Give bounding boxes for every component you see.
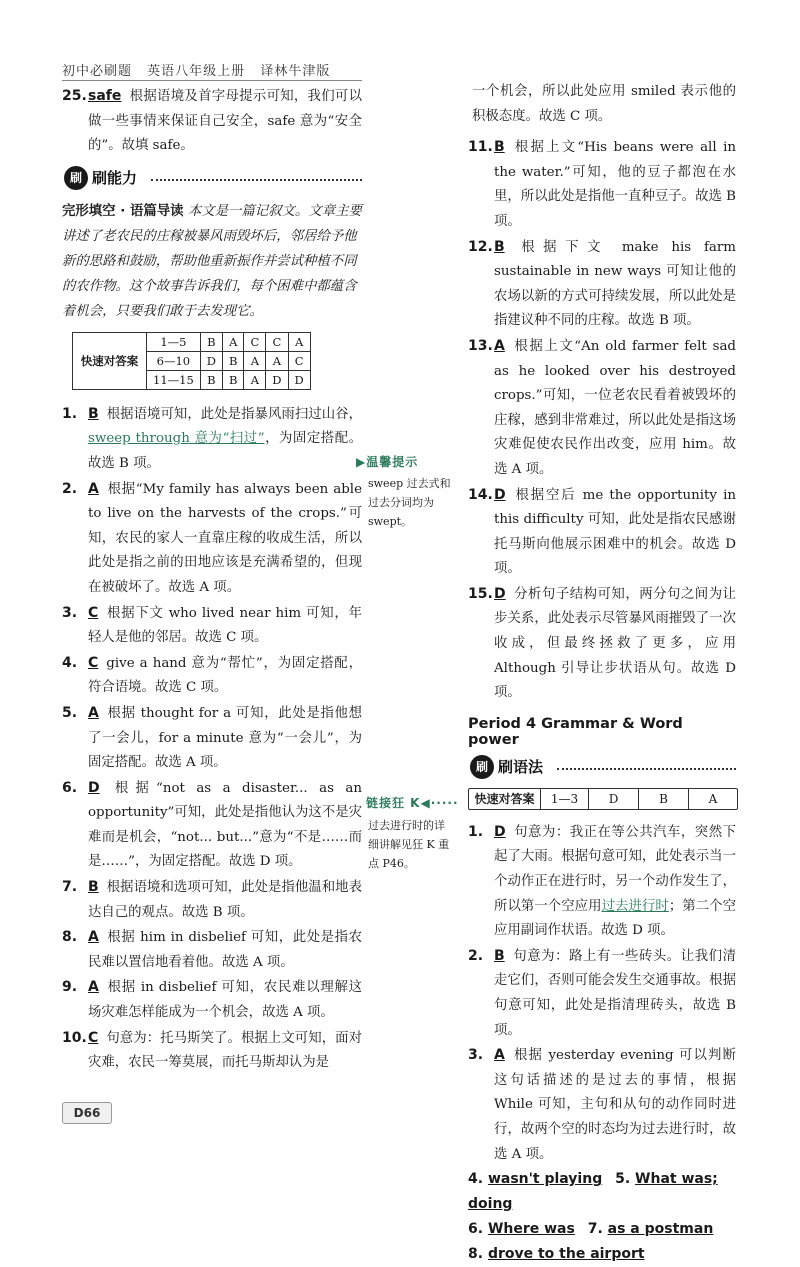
- answer-item-14: [468, 483, 736, 582]
- fill-answers-row: [468, 1167, 736, 1217]
- right-column: [468, 80, 736, 1267]
- fill-answer: drove to the airport: [487, 1246, 645, 1263]
- section-banner-grammar: [468, 752, 736, 782]
- answer-cell: B: [200, 370, 222, 389]
- explanation: 根据语境及首字母提示可知，我们可以做一些事情来保证自己安全，safe 意为“安全的”。故填 safe。: [88, 89, 362, 154]
- answer-letter: B: [88, 405, 99, 422]
- question-number: 3.: [62, 604, 78, 621]
- question-number: 12.: [468, 238, 493, 255]
- question-number: 5.: [62, 704, 78, 721]
- header-book: 初中必刷题: [62, 64, 133, 79]
- answer-letter: A: [88, 979, 99, 996]
- answer-letter: A: [494, 1047, 505, 1064]
- explanation-tail: ，为固定搭配。故选 B 项。: [88, 431, 363, 471]
- answer-cell: C: [244, 332, 266, 351]
- answer-item-4: [62, 651, 362, 701]
- explanation: 根据语境可知，此处是指暴风雨扫过山谷，: [106, 406, 362, 422]
- question-number: 10.: [62, 1029, 87, 1046]
- question-number: 2.: [468, 947, 484, 964]
- question-number: 5.: [615, 1171, 631, 1188]
- answer-letter: D: [494, 823, 506, 840]
- header-edition: 译林牛津版: [260, 64, 331, 79]
- highlighted-phrase: 过去进行时: [601, 898, 669, 914]
- answer-letter: D: [494, 585, 506, 602]
- answer-letter: A: [88, 480, 99, 497]
- explanation: 句意为：我正在等公共汽车，突然下起了大雨。根据句意可知，此处表示当一个动作正在进行时，另一个动作发生了，所以第一个空应用: [494, 824, 736, 914]
- answer-letter: C: [88, 604, 99, 621]
- answer-letter: B: [88, 879, 99, 896]
- fill-answer: Where was: [487, 1221, 575, 1238]
- answer-letter: D: [494, 486, 506, 503]
- quick-answer-strip: [468, 788, 738, 810]
- explanation: give a hand 意为“帮忙”，为固定搭配，符合语境。故选 C 项。: [88, 655, 362, 696]
- link-tag: 链接狂 K◀·····: [366, 796, 459, 810]
- answer-cell: B: [223, 370, 244, 389]
- answer-item-12: [468, 235, 736, 334]
- dotted-divider: [151, 179, 362, 181]
- explanation: 根据 yesterday evening 可以判断这句话描述的是过去的事情，根据 While 可知，主句和从句的动作同时进行，故两个空的时态均为过去进行时，故选 A 项。: [494, 1048, 736, 1162]
- question-number: 9.: [62, 979, 78, 996]
- question-number: 15.: [468, 585, 493, 602]
- question-number: 11.: [468, 139, 493, 156]
- answer-letter: B: [494, 238, 505, 255]
- page-number: D66: [62, 1102, 112, 1124]
- explanation-tail: ；第二个空应用副词作状语。故选 D 项。: [494, 898, 737, 939]
- explanation: 根据上文“An old farmer felt sad as he looked over his destroyed crops.”可知，一位老农民看着被毁坏的庄稼，感到非常难过，所以此处是指这场灾难促使农民作出改变，应用 him。故选 A 项。: [494, 338, 736, 477]
- answer-item-3: [62, 601, 362, 651]
- left-column: [62, 80, 362, 1076]
- range-cell: 1—5: [147, 332, 201, 351]
- explanation: 根据上文“His beans were all in the water.”可知，他的豆子都泡在水里，所以此处是指他一直种豆子。故选 B 项。: [494, 140, 736, 229]
- answer-item-7: [62, 875, 362, 925]
- fill-answer: What was; doing: [468, 1171, 718, 1213]
- answer-letter: B: [494, 947, 505, 964]
- answer-cell: A: [708, 791, 718, 806]
- answer-item-15: [468, 582, 736, 706]
- section-badge: [62, 165, 145, 191]
- question-number: 3.: [468, 1047, 484, 1064]
- answer-cell: B: [639, 789, 689, 809]
- explanation: 根据语境和选项可知，此处是指他温和地表达自己的观点。故选 B 项。: [88, 880, 362, 920]
- link-note: 过去进行时的详细讲解见狂 K 重点 P46。: [368, 819, 450, 870]
- answer-cell: B: [200, 332, 222, 351]
- section-badge: [468, 754, 551, 780]
- range-cell: 1—3: [541, 789, 589, 809]
- section-title: 刷语法: [498, 758, 544, 777]
- range-cell: 6—10: [147, 351, 201, 370]
- answer-cell: A: [244, 351, 266, 370]
- brush-icon: 刷: [470, 755, 494, 779]
- question-number: 8.: [468, 1246, 484, 1263]
- quick-answer-label: 快速对答案: [73, 332, 147, 389]
- explanation: 句意为：托马斯笑了。根据上文可知，面对灾难，农民一筹莫展，而托马斯却认为是: [88, 1030, 362, 1071]
- answer-item-10: [62, 1026, 362, 1076]
- answer-letter: A: [88, 704, 99, 721]
- question-number: 4.: [468, 1171, 484, 1188]
- explanation: 根据 thought for a 可知，此处是指他想了一会儿，for a minute 意为“一会儿”，为固定搭配。故选 A 项。: [88, 705, 362, 771]
- question-number: 4.: [62, 654, 78, 671]
- running-header: [62, 60, 340, 79]
- answer-cell: A: [223, 332, 244, 351]
- answer-item-8: [62, 925, 362, 975]
- range-cell: 11—15: [147, 370, 201, 389]
- grammar-item-3: [468, 1043, 736, 1167]
- answer-cell: D: [200, 351, 222, 370]
- question-number: 7.: [62, 879, 78, 896]
- answer-letter: C: [88, 654, 99, 671]
- explanation: 根据下文 who lived near him 可知，年轻人是他的邻居。故选 C 项。: [88, 605, 362, 646]
- explanation: 根据 him in disbelief 可知，此处是指农民难以置信地看着他。故选 A 项。: [88, 930, 362, 970]
- question-number: 7.: [587, 1221, 603, 1238]
- explanation: 句意为：路上有一些砖头。让我们清走它们，否则可能会发生交通事故。根据句意可知，此处是指清理砖头，故选 B 项。: [494, 948, 736, 1038]
- answer-letter: C: [88, 1029, 99, 1046]
- answer-cell: D: [288, 370, 310, 389]
- explanation: 根据“My family has always been able to live on the harvests of the crops.”可知，农民的家人一直靠庄稼的收成生活，所以此处是指之前的田地应该是充满希望的，但现在被破坏了。故选 A 项。: [88, 481, 362, 595]
- question-number: 1.: [468, 823, 484, 840]
- table-row: [73, 332, 311, 351]
- answer-cell: A: [266, 351, 288, 370]
- question-number: 2.: [62, 480, 78, 497]
- question-number: 25.: [62, 88, 87, 104]
- highlighted-phrase: sweep through 意为“扫过”: [88, 431, 265, 447]
- answer-cell: A: [244, 370, 266, 389]
- reading-guide: [62, 199, 362, 324]
- answer-item-25: [62, 84, 362, 159]
- answer-letter: B: [494, 139, 505, 156]
- answer-item-13: [468, 334, 736, 483]
- answer-cell: B: [223, 351, 244, 370]
- question-number: 14.: [468, 486, 493, 503]
- grammar-item-2: [468, 944, 736, 1043]
- header-subject: 英语八年级上册: [147, 64, 246, 79]
- dotted-divider: [557, 768, 736, 770]
- answer-item-2: [62, 477, 362, 601]
- fill-answer: as a postman: [607, 1221, 714, 1238]
- answer-item-5: [62, 701, 362, 776]
- answer-word: safe: [88, 88, 122, 104]
- fill-answer: wasn't playing: [487, 1171, 603, 1188]
- question-number: 8.: [62, 929, 78, 946]
- explanation: 根据“not as a disaster... as an opportunity”可知，此处是指他认为这不是灾难而是机会，“not... but...”意为“不是……而是……”，为固定搭配。故选 D 项。: [88, 780, 362, 870]
- answer-cell: C: [266, 332, 288, 351]
- question-number: 1.: [62, 405, 78, 422]
- tip-note: sweep 过去式和过去分词均为 swept。: [368, 477, 451, 528]
- section-banner-ability: [62, 163, 362, 193]
- section-title: 刷能力: [92, 169, 138, 188]
- quick-answer-table: [72, 332, 311, 390]
- answer-cell: D: [266, 370, 288, 389]
- answer-letter: A: [88, 929, 99, 946]
- answer-letter: A: [494, 337, 505, 354]
- fill-answers-row: [468, 1242, 736, 1267]
- fill-answers-row: [468, 1217, 736, 1242]
- explanation: 根据 in disbelief 可知，农民难以理解这场灾难怎样能成为一个机会，故选 A 项。: [88, 980, 362, 1021]
- tip-tag: ▶温馨提示: [356, 455, 419, 469]
- continued-text: 一个机会，所以此处应用 smiled 表示他的积极态度。故选 C 项。: [472, 84, 736, 124]
- answer-cell: A: [288, 332, 310, 351]
- reading-guide-label: 完形填空 · 语篇导读: [62, 203, 184, 219]
- answer-item-6: [62, 776, 362, 875]
- question-number: 13.: [468, 337, 493, 354]
- answer-cell: D: [589, 789, 639, 809]
- quick-answer-label: 快速对答案: [469, 789, 541, 809]
- answer-item-9: [62, 975, 362, 1025]
- answer-item-11: [468, 135, 736, 234]
- question-number: 6.: [62, 779, 78, 796]
- period-heading: Period 4 Grammar & Word power: [468, 715, 683, 748]
- explanation: 根据空后 me the opportunity in this difficulty 可知，此处是指农民感谢托马斯向他展示困难中的机会。故选 D 项。: [494, 487, 736, 577]
- reading-guide-text: 本文是一篇记叙文。文章主要讲述了老农民的庄稼被暴风雨毁坏后，邻居给予他新的思路和鼓励，帮助他重新振作并尝试种植不同的农作物。这个故事告诉我们，每个困难中都蕴含着机会，只要我们敢于去发现它。: [62, 203, 362, 319]
- explanation: 分析句子结构可知，两分句之间为让步关系，此处表示尽管暴风雨摧毁了一次收成，但最终拯救了更多，应用 Although 引导让步状语从句。故选 D 项。: [494, 586, 736, 701]
- answer-letter: D: [88, 779, 100, 796]
- answer-item-1: [62, 402, 362, 477]
- explanation: 根据下文 make his farm sustainable in new ways 可知让他的农场以新的方式可持续发展，所以此处是指建议种不同的庄稼。故选 B 项。: [494, 239, 736, 329]
- question-number: 6.: [468, 1221, 484, 1238]
- brush-icon: 刷: [64, 166, 88, 190]
- answer-cell: C: [288, 351, 310, 370]
- grammar-item-1: [468, 820, 736, 944]
